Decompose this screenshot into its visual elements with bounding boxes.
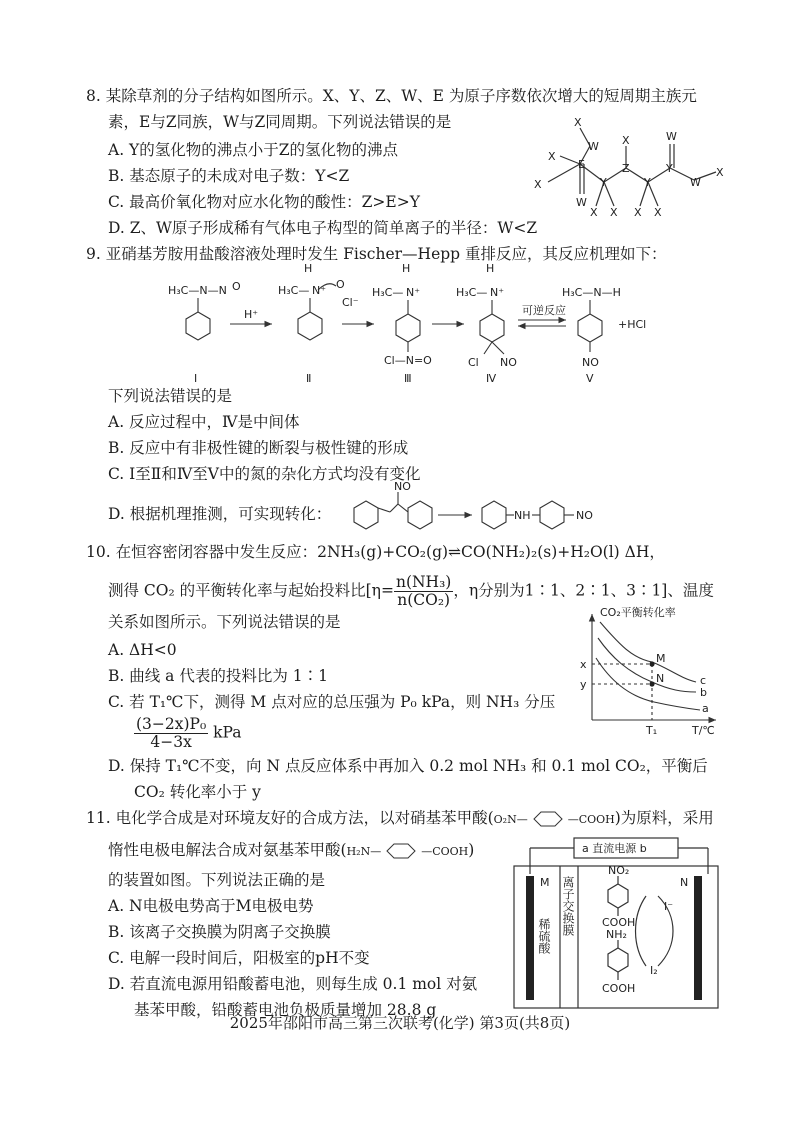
q10-stem-line2 [108, 574, 714, 609]
q8-option-b: B. 基态原子的未成对电子数：Y<Z [108, 167, 350, 185]
q11-label-m: M [540, 876, 550, 889]
q9-option-a: A. 反应过程中，Ⅳ是中间体 [108, 413, 300, 431]
atom-e: E [578, 158, 585, 171]
q11-electrode-n [694, 876, 702, 1000]
q9-iii-h: H [402, 262, 411, 275]
q9-iv-no: NO [500, 356, 517, 369]
q10-graph-curve-c: c [700, 674, 707, 687]
atom-x: X [574, 116, 582, 129]
atom-w: W [666, 130, 677, 143]
atom-x: X [534, 178, 542, 191]
q11-stem-line3: 的装置如图。下列说法正确的是 [108, 871, 326, 889]
q10-frac-den: n(CO₂) [397, 591, 451, 609]
q9-reagent: H⁺ [244, 308, 259, 321]
q11-stem-line1 [86, 808, 714, 830]
q10-c-num: (3−2x)P₀ [136, 715, 207, 733]
q11-label-n: N [680, 876, 689, 889]
q10-option-b: B. 曲线 a 代表的投料比为 1∶1 [108, 667, 328, 685]
q8-option-c: C. 最高价氧化物对应水化物的酸性：Z>E>Y [108, 193, 420, 211]
q11-stem2a: 惰性电极电解法合成对氨基苯甲酸( [108, 841, 347, 859]
q11-membrane-label: 离子交换膜 [561, 876, 575, 936]
q11-option-d-line2: 基苯甲酸，铅酸蓄电池负极质量增加 28.8 g [134, 1001, 437, 1019]
atom-x: X [610, 206, 618, 219]
q10-option-c: C. 若 T₁℃下，测得 M 点对应的总压强为 P₀ kPa，则 NH₃ 分压 [108, 693, 556, 711]
q11-benzene-icon [528, 810, 568, 828]
q11-stem-line2 [108, 840, 474, 862]
q9-iv-h: H [486, 262, 495, 275]
q9-label-1: Ⅰ [194, 372, 198, 384]
q10-graph-ytick-x: x [580, 658, 587, 671]
q8-option-d: D. Z、W原子形成稀有气体电子构型的简单离子的半径：W<Z [108, 219, 538, 237]
q10-point-n [649, 681, 654, 686]
q8-stem-line1: 8. 某除草剂的分子结构如图所示。X、Y、Z、W、E 为原子序数依次增大的短周期主族元 [86, 87, 697, 105]
q10-graph-ylabel: CO₂平衡转化率 [600, 606, 676, 619]
q9-ii-cl: Cl⁻ [342, 296, 359, 309]
q10-frac-num: n(NH₃) [395, 573, 452, 591]
atom-y: Y [666, 162, 673, 175]
q10-stem-line3: 关系如图所示。下列说法错误的是 [108, 613, 341, 631]
q11-cooh2: COOH [602, 982, 636, 995]
q11-i2: I₂ [650, 964, 658, 977]
q10-graph-label-n: N [656, 672, 665, 685]
q10-graph-label-m: M [656, 652, 666, 665]
q10-eta-fraction [394, 574, 453, 609]
q9-ask: 下列说法错误的是 [108, 387, 233, 405]
q11-nh2: NH₂ [606, 928, 627, 941]
q11-stem1b: )为原料，采用 [614, 809, 714, 827]
q11-option-b: B. 该离子交换膜为阴离子交换膜 [108, 923, 331, 941]
q11-iminus: I⁻ [664, 900, 674, 913]
q11-chem2-left: H₂N— [346, 845, 382, 858]
q11-stem1a: 11. 电化学合成是对环境友好的合成方法，以对硝基苯甲酸( [86, 809, 494, 827]
q9-label-3: Ⅲ [404, 372, 412, 384]
q8-molecule-diagram [520, 116, 740, 226]
q10-stem2a: 测得 CO₂ 的平衡转化率与起始投料比[η= [108, 581, 394, 600]
atom-z: Z [622, 162, 630, 175]
atom-w: W [690, 176, 701, 189]
atom-x: X [548, 150, 556, 163]
q9-iv-ch3: H₃C— [456, 286, 488, 299]
q9-iii-nplus: N⁺ [406, 286, 421, 299]
q9-option-c: C. Ⅰ至Ⅱ和Ⅳ至Ⅴ中的氮的杂化方式均没有变化 [108, 465, 421, 483]
q9-d-no2: NO [576, 509, 593, 522]
atom-y: Y [600, 176, 607, 189]
q11-chem2-right: —COOH [421, 845, 469, 858]
q10-graph-ytick-y: y [580, 678, 587, 691]
q10-conversion-graph [576, 606, 726, 742]
q10-c-den: 4−3x [150, 733, 192, 751]
atom-x: X [622, 134, 630, 147]
q10-c-fraction [134, 716, 208, 751]
q9-ii-o: O [336, 278, 345, 291]
q9-mechanism-diagram [150, 262, 690, 384]
q11-benzene-icon [381, 842, 421, 860]
q10-option-c-formula [134, 716, 242, 751]
q11-option-d-line1: D. 若直流电源用铅酸蓄电池，则每生成 0.1 mol 对氨 [108, 975, 478, 993]
q10-graph-xlabel: T/℃ [692, 724, 715, 737]
q9-i-o: O [232, 280, 241, 293]
q9-label-4: Ⅳ [486, 372, 497, 384]
q9-iv-cl: Cl [468, 356, 479, 369]
q9-label-5: Ⅴ [586, 372, 594, 384]
q11-electrolysis-cell-diagram [508, 836, 726, 1012]
atom-x: X [716, 166, 724, 179]
q9-d-no: NO [394, 480, 411, 493]
q10-option-a: A. ΔH<0 [108, 641, 177, 659]
q10-graph-xtick: T₁ [646, 724, 658, 737]
atom-x: X [654, 206, 662, 219]
q9-v-chem: H₃C—N—H [562, 286, 621, 299]
q11-stem2b: ) [468, 841, 475, 859]
atom-x: X [590, 206, 598, 219]
q9-hcl: +HCl [618, 318, 647, 331]
q11-no2: NO₂ [608, 864, 630, 877]
q9-option-b: B. 反应中有非极性键的断裂与极性键的形成 [108, 439, 409, 457]
atom-x: X [634, 206, 642, 219]
q9-iv-nplus: N⁺ [490, 286, 505, 299]
q10-option-d-line2: CO₂ 转化率小于 y [134, 783, 261, 801]
q9-i-chem: H₃C—N—N [168, 284, 227, 297]
q10-stem2b: ，η分别为1∶1、2∶1、3∶1]、温度 [453, 581, 714, 600]
q8-option-a: A. Y的氢化物的沸点小于Z的氢化物的沸点 [108, 141, 399, 159]
q9-ii-h: H [304, 262, 313, 275]
page-footer: 2025年邵阳市高三第三次联考(化学) 第3页(共8页) [229, 1014, 571, 1032]
q9-d-nh: NH [514, 509, 531, 522]
q11-power-label: a 直流电源 b [582, 842, 647, 855]
q9-iii-clno: Cl—N=O [384, 354, 432, 367]
q11-option-c: C. 电解一段时间后，阳极室的pH不变 [108, 949, 370, 967]
q9-ii-ch3: H₃C— [278, 284, 310, 297]
q10-graph-curve-b: b [700, 686, 707, 699]
q9-iii-ch3: H₃C— [372, 286, 404, 299]
atom-w: W [588, 140, 599, 153]
atom-w: W [576, 196, 587, 209]
q9-option-d: D. 根据机理推测，可实现转化： [108, 505, 332, 523]
q9-label-2: Ⅱ [306, 372, 312, 384]
atom-y: Y [644, 176, 651, 189]
q10-c-unit: kPa [213, 723, 242, 742]
q10-stem-line1: 10. 在恒容密闭容器中发生反应：2NH₃(g)+CO₂(g)⇌CO(NH₂)₂(s)+H₂O(l) ΔH， [86, 543, 665, 561]
q9-reversible: 可逆反应 [522, 304, 566, 317]
q9-v-no: NO [582, 356, 599, 369]
q11-acid-label: 稀硫酸 [537, 918, 551, 954]
q11-option-a: A. N电极电势高于M电极电势 [108, 897, 314, 915]
q11-electrode-m [526, 876, 534, 1000]
q8-stem-line2: 素，E与Z同族，W与Z同周期。下列说法错误的是 [108, 113, 452, 131]
q9-d-conversion-diagram [336, 480, 616, 534]
q10-graph-curve-a: a [702, 702, 709, 715]
q9-ii-nplus: N⁺ [312, 284, 327, 297]
q11-chem1-left: O₂N— [493, 813, 528, 826]
q9-stem: 9. 亚硝基芳胺用盐酸溶液处理时发生 Fischer—Hepp 重排反应，其反应机理如下： [86, 245, 667, 263]
q10-option-d-line1: D. 保持 T₁℃不变，向 N 点反应体系中再加入 0.2 mol NH₃ 和 0.1 mol CO₂，平衡后 [108, 757, 708, 775]
q10-point-m [649, 661, 654, 666]
q11-chem1-right: —COOH [567, 813, 615, 826]
q11-cooh1: COOH [602, 916, 636, 929]
